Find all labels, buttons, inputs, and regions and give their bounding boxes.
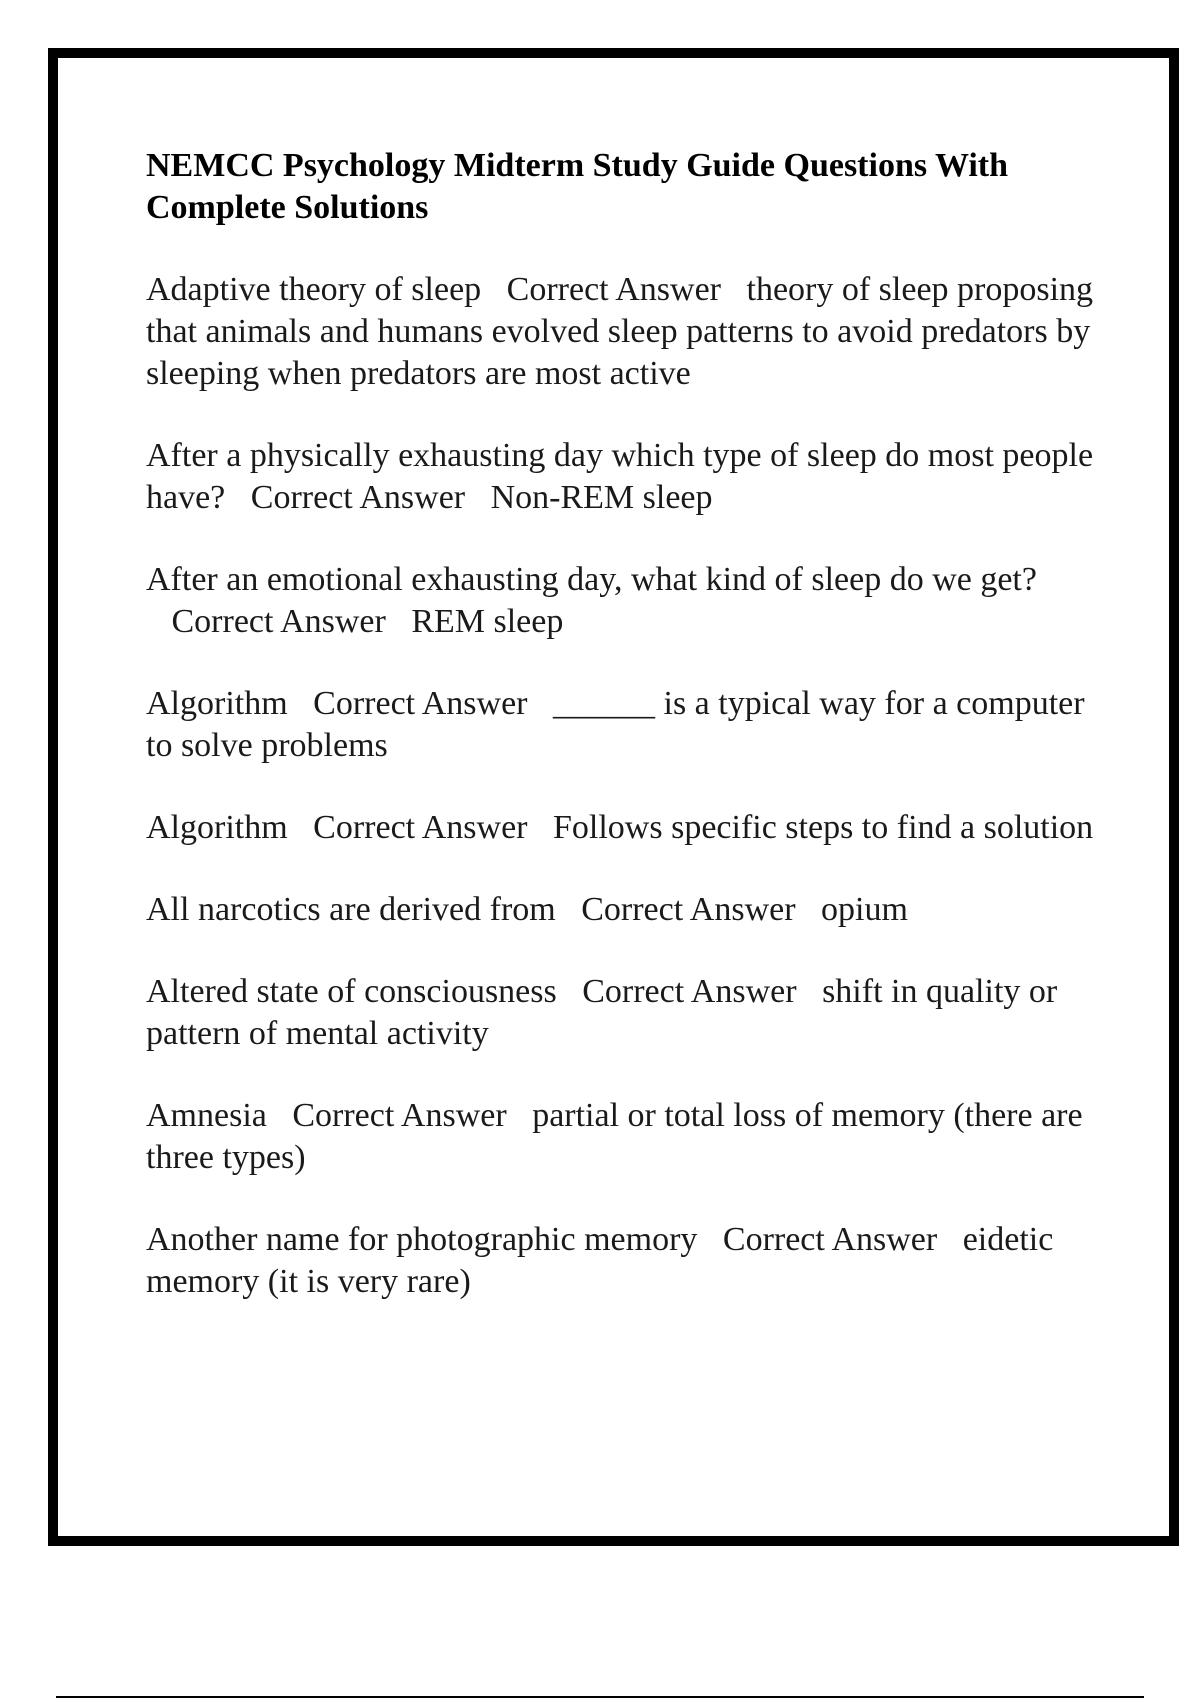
answer-text: ______ is a typical way for a computer to solve problems [146,685,1085,764]
qa-entry [146,889,1106,931]
correct-answer-label: Correct Answer [250,479,466,516]
answer-text: REM sleep [411,603,564,640]
question-term: Altered state of consciousness [146,973,557,1010]
qa-entry [146,971,1106,1055]
correct-answer-label: Correct Answer [582,973,797,1010]
question-term: Algorithm [146,685,288,722]
answer-text: shift in quality or pattern of mental activity [146,973,1058,1052]
qa-entry [146,1219,1106,1303]
footer-rule [56,1696,1144,1698]
answer-text: Follows specific steps to find a solution [553,809,1094,846]
question-term: All narcotics are derived from [146,891,556,928]
qa-entry [146,269,1106,395]
answer-text: Non-REM sleep [490,479,713,516]
answer-text: partial or total loss of memory (there are three types) [146,1097,1083,1176]
correct-answer-label: Correct Answer [313,809,528,846]
qa-entry [146,1095,1106,1179]
question-term: Adaptive theory of sleep [146,271,482,308]
correct-answer-label: Correct Answer [313,685,528,722]
answer-text: eidetic memory (it is very rare) [146,1221,1054,1300]
question-term: Amnesia [146,1097,267,1134]
qa-entry [146,683,1106,767]
question-term: After an emotional exhausting day, what kind of sleep do we get? [146,561,1037,598]
answer-text: theory of sleep proposing that animals and humans evolved sleep patterns to avoid predators by sleeping when predators are most active [146,271,1094,392]
correct-answer-label: Correct Answer [581,891,796,928]
document-body [146,145,1106,1343]
answer-text: opium [821,891,908,928]
qa-entry [146,807,1106,849]
qa-entry [146,559,1106,643]
document-title: NEMCC Psychology Midterm Study Guide Questions With Complete Solutions [146,147,1009,226]
correct-answer-label: Correct Answer [506,271,721,308]
correct-answer-label: Correct Answer [722,1221,938,1258]
question-term: Another name for photographic memory [146,1221,698,1258]
qa-entry [146,435,1106,519]
correct-answer-label: Correct Answer [171,603,386,640]
question-term: Algorithm [146,809,288,846]
correct-answer-label: Correct Answer [292,1097,507,1134]
question-term: After a physically exhausting day which type of sleep do most people have? [146,437,1094,516]
